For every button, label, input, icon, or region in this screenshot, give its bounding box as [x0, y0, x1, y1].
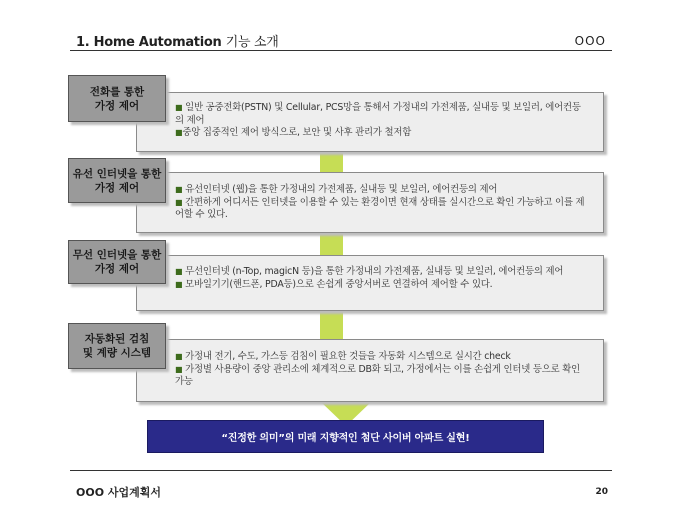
section-2-content-box	[136, 172, 604, 233]
page-title	[76, 31, 279, 50]
page-title-en: 1. Home Automation	[76, 35, 222, 50]
connector-bar-2	[320, 233, 343, 255]
section-1-content-box	[136, 92, 604, 152]
section-3-bullet-1	[175, 266, 589, 279]
header-rule	[70, 50, 612, 51]
page-number: 20	[595, 487, 608, 497]
section-1-bullet-2-text: 중앙 집중적인 제어 방식으로, 보안 및 사후 관리가 철저함	[182, 127, 412, 138]
section-3-bullet-2-text: 모바일기기(핸드폰, PDA등)으로 손쉽게 중앙서버로 연결하여 제어할 수 있다.	[185, 278, 493, 290]
connector-bar-1	[320, 152, 343, 172]
section-1-bullet-2	[175, 127, 589, 140]
header-mark: OOO	[574, 34, 606, 48]
bullet-square-icon: ■	[175, 128, 183, 137]
section-2-label-line-2: 가정 제어	[94, 181, 140, 194]
bullet-square-icon: ■	[175, 103, 183, 112]
vision-banner	[147, 420, 544, 453]
section-1-bullet-1	[175, 102, 589, 127]
bullet-square-icon: ■	[175, 185, 183, 194]
section-3-label-line-2: 가정 제어	[94, 263, 140, 275]
section-4-bullet-1	[175, 351, 589, 364]
bullet-square-icon: ■	[175, 197, 183, 207]
section-2-bullet-2-text: 간편하게 어디서든 인터넷을 이용할 수 있는 환경이면 현재 상태를 실시간으로 확인 가능하고 이를 제어할 수 있다.	[175, 196, 585, 220]
section-1-label-line-1: 전화를 통한	[89, 85, 145, 98]
section-2-label	[68, 158, 166, 203]
section-1-label	[68, 75, 166, 122]
section-4-bullet-2	[175, 364, 589, 389]
section-1-label-line-2: 가정 제어	[94, 99, 140, 112]
vision-banner-text: “진정한 의미”의 미래 지향적인 첨단 사이버 아파트 실현!	[221, 433, 470, 444]
section-4-label-line-1: 자동화된 검침	[84, 333, 150, 345]
page-title-ko: 기능 소개	[225, 35, 279, 50]
section-2-bullet-2	[175, 197, 589, 222]
section-4-label	[68, 323, 166, 369]
section-3-content-box	[136, 255, 604, 311]
connector-bar-3	[320, 311, 343, 339]
section-1-bullet-1-text: 일반 공중전화(PSTN) 및 Cellular, PCS망을 통해서 가정내의 가전제품, 실내등 및 보일러, 에어컨등의 제어	[175, 102, 581, 126]
section-4-bullet-2-text: 가정별 사용량이 중앙 관리소에 체계적으로 DB화 되고, 가정에서는 이를 손쉽게 인터넷 등으로 확인 가능	[175, 363, 580, 387]
section-4-bullet-1-text: 가정내 전기, 수도, 가스등 검침이 필요한 것들을 자동화 시스템으로 실시간 check	[185, 351, 511, 362]
section-4-label-line-2: 및 계량 시스템	[82, 347, 152, 359]
section-2-bullet-1-text: 유선인터넷 (웹)을 통한 가정내의 가전제품, 실내등 및 보일러, 에어컨등의 제어	[185, 184, 498, 195]
bullet-square-icon: ■	[175, 364, 183, 374]
section-2-bullet-1	[175, 184, 589, 197]
section-3-label-line-1: 무선 인터넷을 통한	[72, 249, 162, 261]
bullet-square-icon: ■	[175, 279, 183, 289]
section-3-label	[68, 240, 166, 284]
section-4-content-box	[136, 339, 604, 402]
footer-rule	[70, 470, 612, 471]
section-3-bullet-1-text: 무선인터넷 (n-Top, magicN 등)을 통한 가정내의 가전제품, 실내등 및 보일러, 에어컨등의 제어	[185, 266, 564, 277]
bullet-square-icon: ■	[175, 267, 183, 276]
footer-document-title: OOO 사업계획서	[76, 486, 162, 499]
bullet-square-icon: ■	[175, 352, 183, 361]
section-3-bullet-2	[175, 279, 589, 292]
section-2-label-line-1: 유선 인터넷을 통한	[72, 167, 162, 180]
